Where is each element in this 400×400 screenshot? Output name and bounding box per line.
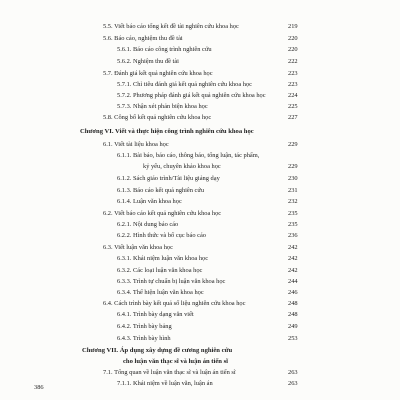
- toc-entry-title: 7.1. Tổng quan về luận văn thạc sĩ và luận án tiến sĩ: [103, 369, 236, 376]
- toc-entry-page: 244: [288, 278, 298, 285]
- toc-entry: [0, 243, 400, 253]
- toc-entry: [0, 197, 400, 207]
- toc-chapter-heading: [0, 346, 400, 356]
- toc-entry: [0, 209, 400, 219]
- toc-entry-page: 249: [288, 323, 298, 330]
- toc-entry-title: 5.7.2. Phương pháp đánh giá kết quả nghiên cứu khoa học: [117, 92, 266, 99]
- toc-entry-page: 253: [288, 335, 298, 342]
- toc-entry-title: 5.5. Viết báo cáo tổng kết đề tài nghiên cứu khoa học: [103, 23, 239, 30]
- toc-entry: [0, 102, 400, 112]
- toc-entry: [0, 368, 400, 378]
- toc-entry: [0, 220, 400, 230]
- toc-entry: [0, 231, 400, 241]
- toc-entry-page: 219: [288, 23, 298, 30]
- toc-entry-page: 224: [288, 92, 298, 99]
- toc-entry-page: 242: [288, 255, 298, 262]
- toc-entry: [0, 113, 400, 123]
- toc-entry: [0, 334, 400, 344]
- toc-entry: [0, 162, 400, 172]
- toc-entry-page: 230: [288, 175, 298, 182]
- toc-entry-title: 6.4.2. Trình bày bảng: [117, 323, 172, 330]
- toc-entry: [0, 151, 400, 161]
- toc-entry: [0, 45, 400, 55]
- toc-entry-page: 227: [288, 114, 298, 121]
- toc-entry-title: 5.6.1. Báo cáo công trình nghiên cứu: [117, 46, 212, 53]
- toc-entry-title: cho luận văn thạc sĩ và luận án tiến sĩ: [123, 358, 228, 365]
- toc-entry-title: 6.2. Viết báo cáo kết quả nghiên cứu khoa học: [103, 210, 222, 217]
- toc-entry-title: 5.6.2. Nghiệm thu đề tài: [117, 58, 179, 65]
- toc-entry-title: 5.6. Báo cáo, nghiệm thu đề tài: [103, 35, 183, 42]
- toc-entry: [0, 186, 400, 196]
- toc-entry-page: 229: [288, 163, 298, 170]
- toc-entry: [0, 57, 400, 67]
- toc-entry-page: 225: [288, 103, 298, 110]
- toc-entry-title: 6.3.3. Trình tự chuẩn bị luận văn khoa học: [117, 278, 226, 285]
- toc-entry-title: kỷ yếu, chuyên khảo khoa học: [143, 163, 221, 170]
- toc-chapter-heading: [0, 357, 400, 367]
- toc-entry: [0, 34, 400, 44]
- toc-entry-title: 6.2.1. Nội dung báo cáo: [117, 221, 179, 228]
- toc-entry-page: 242: [288, 244, 298, 251]
- toc-entry: [0, 277, 400, 287]
- toc-entry-title: 7.1.1. Khái niệm về luận văn, luận án: [117, 380, 213, 387]
- toc-entry-title: 5.7.3. Nhận xét phản biện khoa học: [117, 103, 208, 110]
- toc-entry: [0, 69, 400, 79]
- toc-entry-title: 5.8. Công bố kết quả nghiên cứu khoa học: [103, 114, 212, 121]
- toc-entry-page: 222: [288, 58, 298, 65]
- toc-entry: [0, 80, 400, 90]
- toc-entry-page: 263: [288, 380, 298, 387]
- toc-entry-page: 220: [288, 35, 298, 42]
- toc-entry: [0, 174, 400, 184]
- toc-entry-title: 6.4.3. Trình bày hình: [117, 335, 171, 342]
- toc-entry-page: 242: [288, 267, 298, 274]
- toc-entry-title: 6.3.4. Thể hiện luận văn khoa học: [117, 289, 204, 296]
- toc-entry-page: 231: [288, 187, 298, 194]
- page-number: 386: [34, 384, 44, 391]
- toc-entry: [0, 379, 400, 389]
- toc-entry: [0, 288, 400, 298]
- toc-entry: [0, 91, 400, 101]
- toc-entry-title: 6.3.1. Khái niệm luận văn khoa học: [117, 255, 209, 262]
- toc-entry: [0, 266, 400, 276]
- toc-entry-page: 232: [288, 198, 298, 205]
- toc-entry-page: 223: [288, 81, 298, 88]
- toc-entry-page: 223: [288, 70, 298, 77]
- toc-entry-page: 248: [288, 311, 298, 318]
- toc-entry-title: 6.4.1. Trình bày dạng văn viết: [117, 311, 194, 318]
- toc-entry-page: 263: [288, 369, 298, 376]
- toc-entry: [0, 254, 400, 264]
- toc-entry-page: 235: [288, 221, 298, 228]
- toc-entry-title: 6.2.2. Hình thức và bố cục báo cáo: [117, 232, 207, 239]
- toc-chapter-heading: [0, 127, 400, 137]
- toc-entry-title: 6.3.2. Các loại luận văn khoa học: [117, 267, 203, 274]
- toc-entry-page: 229: [288, 141, 298, 148]
- toc-entry-title: 6.1.3. Báo cáo kết quả nghiên cứu: [117, 187, 205, 194]
- toc-entry-page: 236: [288, 232, 298, 239]
- toc-entry: [0, 22, 400, 32]
- toc-entry: [0, 310, 400, 320]
- toc-entry-page: 220: [288, 46, 298, 53]
- toc-entry-page: 235: [288, 210, 298, 217]
- toc-entry: [0, 322, 400, 332]
- toc-entry-title: Chương VI. Viết và thực hiện công trình nghiên cứu khoa học: [80, 128, 254, 135]
- toc-entry-page: 248: [288, 300, 298, 307]
- toc-entry-title: 5.7.1. Chỉ tiêu đánh giá kết quả nghiên cứu khoa học: [117, 81, 252, 88]
- toc-entry-title: 6.1.2. Sách giáo trình/Tài liệu giảng dạy: [117, 175, 220, 182]
- toc-entry-title: 5.7. Đánh giá kết quả nghiên cứu khoa học: [103, 70, 213, 77]
- toc-entry-title: 6.1.1. Bài báo, báo cáo, thông báo, tổng luận, tác phẩm,: [117, 152, 260, 159]
- toc-entry-title: 6.3. Viết luận văn khoa học: [103, 244, 173, 251]
- toc-entry: [0, 299, 400, 309]
- toc-entry-title: 6.4. Cách trình bày kết quả số liệu nghiên cứu khoa học: [103, 300, 246, 307]
- toc-entry: [0, 140, 400, 150]
- toc-entry-title: 6.1. Viết tài liệu khoa học: [103, 141, 169, 148]
- toc-entry-title: 6.1.4. Luận văn khoa học: [117, 198, 182, 205]
- toc-entry-page: 246: [288, 289, 298, 296]
- toc-entry-title: Chương VII. Áp dụng xây dựng đề cương nghiên cứu: [82, 347, 233, 354]
